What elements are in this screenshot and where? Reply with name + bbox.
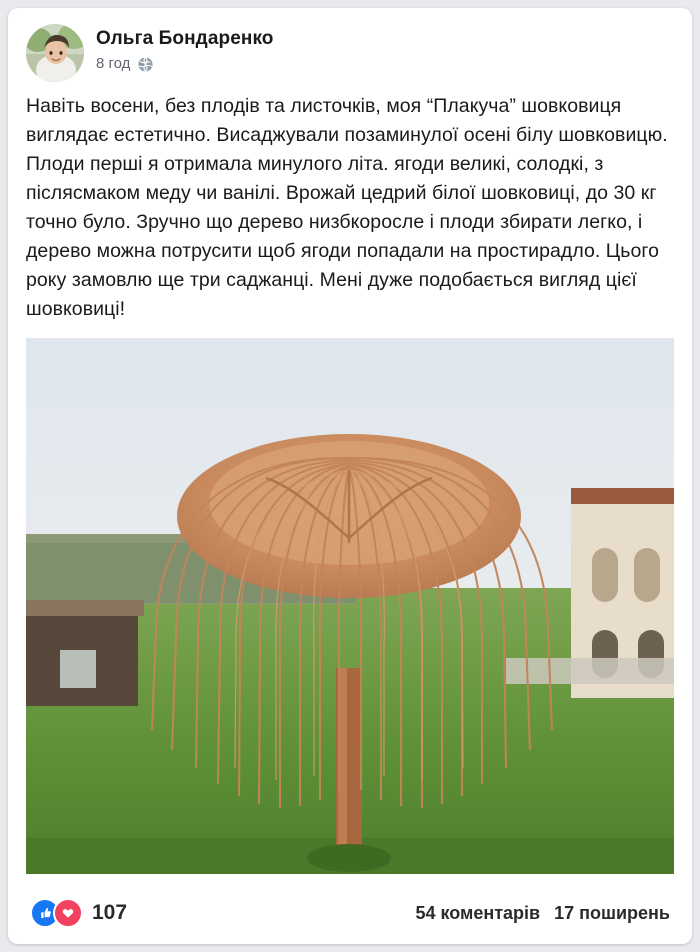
shares-count[interactable]: 17 поширень <box>554 902 670 923</box>
post-meta <box>96 55 274 73</box>
avatar[interactable] <box>26 24 84 82</box>
comments-count[interactable]: 54 коментарів <box>415 902 541 923</box>
post-header <box>8 8 692 86</box>
post-image[interactable] <box>26 338 674 874</box>
globe-icon <box>137 56 154 73</box>
heart-icon <box>53 898 83 928</box>
post-text: Навіть восени, без плодів та листочків, моя “Плакуча” шовковиця виглядає естетично. Висаджували позаминулої осені білу шовковицю. Плоди перші я отримала минулого літа. ягоди великі, солодкі, з післясмаком меду чи ванілі. Врожай цедрий білої шовковиці, до 30 кг точно було. Зручно що дерево низбкоросле і плоди збирати легко, і дерево можна потрусити щоб ягоди попадали на простирадло. Цього року замовлю ще три саджанці. Мені дуже подобається вигляд цієї шовковиці! <box>26 95 668 320</box>
post-timestamp[interactable]: 8 год <box>96 55 131 72</box>
reaction-count: 107 <box>92 901 128 924</box>
header-text <box>96 24 274 73</box>
footer-stats <box>415 903 670 924</box>
reaction-summary[interactable] <box>30 898 127 928</box>
post-footer <box>8 882 692 944</box>
author-name[interactable]: Ольга Бондаренко <box>96 28 274 49</box>
post-card <box>8 8 692 944</box>
